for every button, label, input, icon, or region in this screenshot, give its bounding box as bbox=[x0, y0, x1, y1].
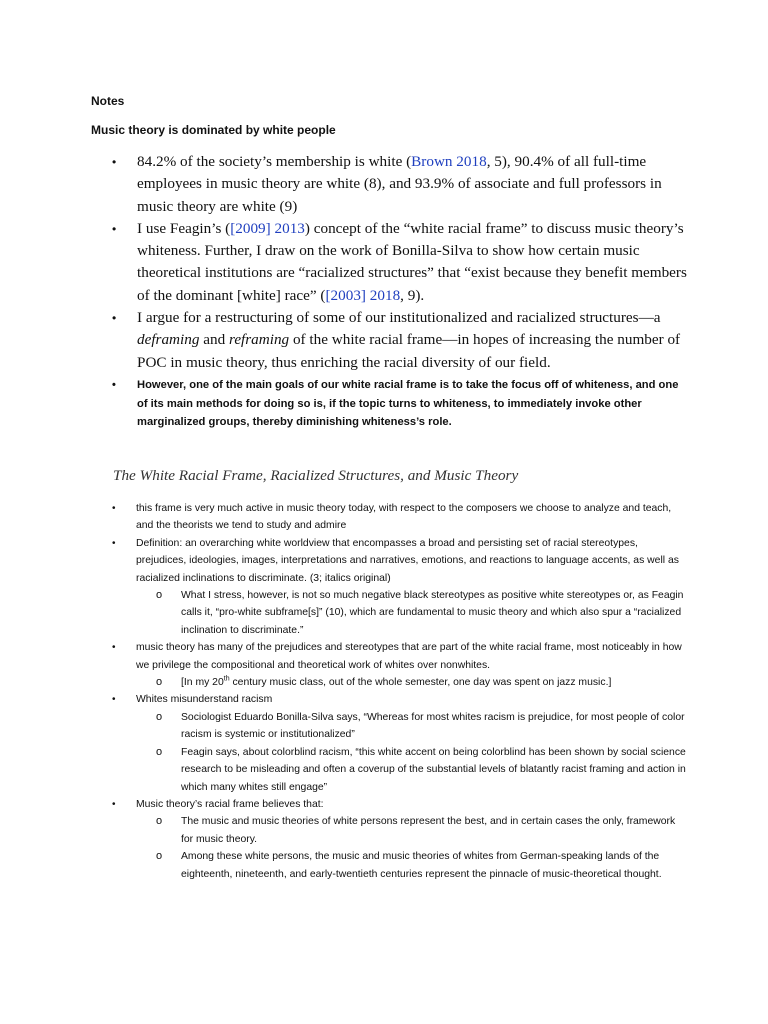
list-item: • 84.2% of the society’s membership is white (Brown 2018, 5), 90.4% of all full-time employees in music theory are white (8), and 93.9% of associate and full professors in music theory are white (9) bbox=[112, 153, 662, 215]
sub-list-item: o What I stress, however, is not so much negative black stereotypes as positive white stereotypes or, as Feagin calls it, “pro-white subframe[s]” (10), which are fundamental to music theory and which also spur a “racialized inclination to discriminate.” bbox=[156, 589, 684, 636]
notes-heading: Notes bbox=[91, 94, 125, 108]
bullet: • bbox=[112, 221, 117, 236]
bullet: • bbox=[112, 378, 116, 391]
emphasis: reframing bbox=[228, 331, 290, 349]
citation-link[interactable]: [2003] 2018 bbox=[325, 286, 401, 304]
citation-link[interactable]: Brown 2018 bbox=[411, 153, 487, 170]
list-item: • I argue for a restructuring of some of our institutionalized and racialized structures—a deframing and reframing of the white racial frame—in hopes of increasing the number of POC in music theory, thus enriching the racial diversity of our field. bbox=[112, 309, 681, 371]
bullet: o bbox=[156, 850, 163, 863]
bullet: • bbox=[112, 311, 117, 326]
section-title: The White Racial Frame, Racialized Structures, and Music Theory bbox=[113, 467, 519, 484]
list-item: • Whites misunderstand racism bbox=[90, 691, 690, 708]
emphasis: deframing bbox=[137, 331, 200, 349]
sub-list-item: o The music and music theories of white persons represent the best, and in certain cases the only, framework for music theory. bbox=[156, 815, 676, 845]
bullet: o bbox=[156, 676, 163, 689]
bullet: o bbox=[156, 589, 163, 602]
list-item: • Music theory’s racial frame believes that: bbox=[90, 796, 690, 813]
sub-list-item: o Among these white persons, the music and music theories of whites from German-speaking lands of the eighteenth, nineteenth, and early-twentieth centuries represent the pinnacle of music-theoretical thought. bbox=[156, 850, 662, 880]
list-item: • However, one of the main goals of our white racial frame is to take the focus off of whiteness, and one of its main methods for doing so is, if the topic turns to whiteness, to immediately invoke other marginalized groups, thereby diminishing whiteness’s role. bbox=[90, 376, 690, 432]
sub-list-item: o Feagin says, about colorblind racism, “this white accent on being colorblind has been shown by social science research to be misleading and often a coverup of the substantial levels of blatantly racist framing and action in which many whites still engage” bbox=[156, 745, 686, 793]
list-item: • this frame is very much active in music theory today, with respect to the composers we choose to analyze and teach, and the theorists we tend to study and admire bbox=[90, 500, 690, 535]
bullet: o bbox=[156, 745, 163, 758]
notes-list bbox=[90, 500, 690, 883]
bullet: • bbox=[112, 642, 116, 654]
bullet: • bbox=[112, 155, 117, 169]
bullet: • bbox=[112, 798, 116, 810]
sub-list-item: o Sociologist Eduardo Bonilla-Silva says, “Whereas for most whites racism is prejudice, for most people of color racism is systemic or institutionalized” bbox=[156, 710, 685, 741]
bullet: o bbox=[156, 710, 163, 723]
list-item: • music theory has many of the prejudices and stereotypes that are part of the white racial frame, most noticeably in how we privilege the compositional and theoretical work of whites over nonwhites. bbox=[90, 639, 690, 674]
sub-list-item: o [In my 20th century music class, out of the whole semester, one day was spent on jazz music.] bbox=[90, 674, 690, 691]
bullet: • bbox=[112, 503, 116, 514]
bullet: • bbox=[112, 694, 116, 706]
bullet: o bbox=[156, 815, 163, 828]
citation-link[interactable]: [2009] 2013 bbox=[230, 219, 305, 237]
list-item: • I use Feagin’s ([2009] 2013) concept of the “white racial frame” to discuss music theory’s whiteness. Further, I draw on the work of Bonilla-Silva to show how certain music theoretical institutions are “racialized structures” that “exist because they benefit members of the dominant [white] race” ([2003] 2018, 9). bbox=[112, 219, 687, 304]
subheading: Music theory is dominated by white people bbox=[91, 123, 336, 137]
list-item: • Definition: an overarching white worldview that encompasses a broad and persisting set of racial stereotypes, prejudices, ideologies, images, interpretations and narratives, emotions, and reactions to language accents, as well as racialized inclinations to discriminate. (3; italics original) bbox=[90, 535, 690, 587]
bullet: • bbox=[112, 537, 116, 549]
intro-list bbox=[90, 151, 690, 432]
